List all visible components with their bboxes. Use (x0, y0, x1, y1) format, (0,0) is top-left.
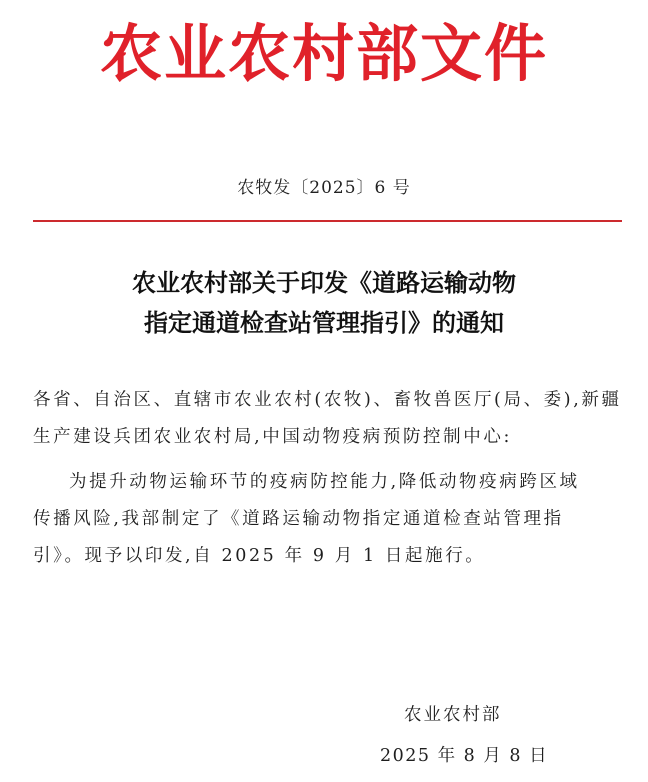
document-number: 农牧发〔2025〕6 号 (237, 178, 411, 198)
paragraph-line-3: 引》。现予以印发,自 2025 年 9 月 1 日起施行。 (33, 546, 486, 566)
paragraph-line-1: 为提升动物运输环节的疫病防控能力,降低动物疫病跨区域 (69, 472, 580, 492)
notice-title-line-2: 指定通道检查站管理指引》的通知 (144, 308, 504, 337)
addressee-line-1: 各省、自治区、直辖市农业农村(农牧)、畜牧兽医厅(局、委),新疆 (33, 390, 622, 410)
signature-date: 2025 年 8 月 8 日 (380, 746, 549, 766)
red-divider (33, 220, 622, 222)
paragraph-line-2: 传播风险,我部制定了《道路运输动物指定通道检查站管理指 (33, 509, 564, 529)
addressee-line-2: 生产建设兵团农业农村局,中国动物疫病预防控制中心: (33, 427, 512, 447)
notice-title (0, 263, 648, 343)
masthead-title: 农业农村部文件 (99, 17, 548, 90)
signature-issuer: 农业农村部 (404, 705, 502, 725)
notice-title-line-1: 农业农村部关于印发《道路运输动物 (132, 268, 516, 297)
